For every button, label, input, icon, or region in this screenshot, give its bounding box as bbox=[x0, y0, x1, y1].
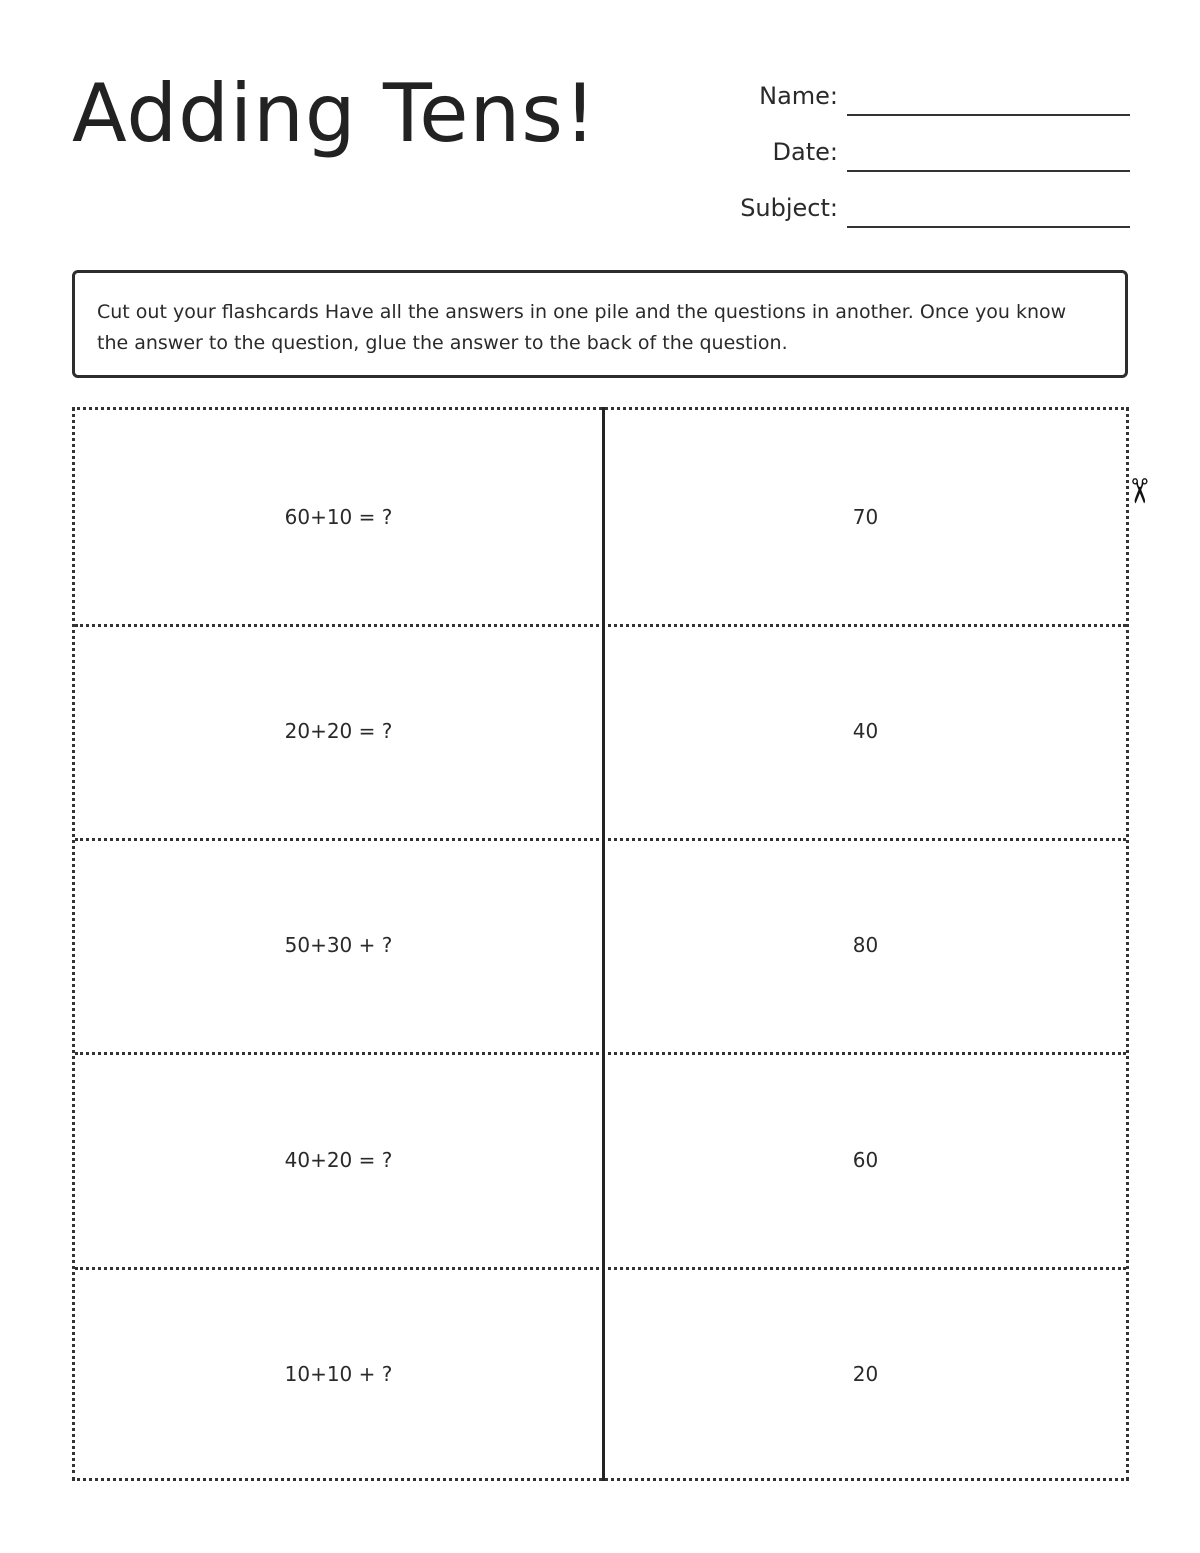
card-answer: 40 bbox=[852, 719, 879, 743]
instructions-box: Cut out your flashcards Have all the answers in one pile and the questions in another. Once you know the answer to the question, glue the answer to the back of the question. bbox=[72, 270, 1128, 378]
name-label: Name: bbox=[759, 82, 838, 110]
scissors-icon: ✂ bbox=[1118, 476, 1159, 506]
card-divider bbox=[602, 407, 605, 1481]
date-line[interactable] bbox=[847, 170, 1130, 172]
flashcard-grid bbox=[72, 407, 1129, 1481]
name-row bbox=[700, 72, 1130, 116]
card-row bbox=[75, 1267, 1126, 1481]
date-row bbox=[700, 128, 1130, 172]
card-answer: 60 bbox=[852, 1148, 879, 1172]
page-title: Adding Tens! bbox=[72, 67, 597, 160]
card-row bbox=[75, 624, 1126, 841]
subject-row bbox=[700, 184, 1130, 228]
card-answer: 20 bbox=[852, 1362, 879, 1386]
card-question: 50+30 + ? bbox=[284, 933, 393, 957]
card-question: 20+20 = ? bbox=[284, 719, 393, 743]
date-label: Date: bbox=[772, 138, 838, 166]
card-row bbox=[75, 838, 1126, 1055]
card-answer: 80 bbox=[852, 933, 879, 957]
card-question: 60+10 = ? bbox=[284, 505, 393, 529]
card-row bbox=[75, 1053, 1126, 1270]
card-question: 40+20 = ? bbox=[284, 1148, 393, 1172]
name-line[interactable] bbox=[847, 114, 1130, 116]
subject-line[interactable] bbox=[847, 226, 1130, 228]
card-question: 10+10 + ? bbox=[284, 1362, 393, 1386]
card-answer: 70 bbox=[852, 505, 879, 529]
card-row bbox=[75, 410, 1126, 627]
subject-label: Subject: bbox=[740, 194, 838, 222]
